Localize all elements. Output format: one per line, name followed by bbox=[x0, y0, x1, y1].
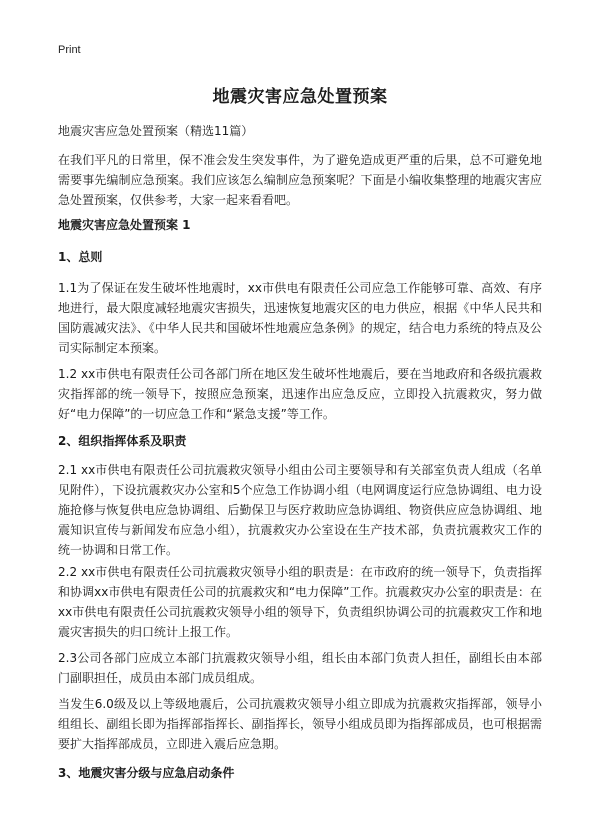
page-title: 地震灾害应急处置预案 bbox=[212, 87, 388, 107]
intro-paragraph: 在我们平凡的日常里，保不准会发生突发事件，为了避免造成更严重的后果，总不可避免地需要事先编制应急预案。我们应该怎么编制应急预案呢？下面是小编收集整理的地震灾害应急处置预案，仅供参考，大家一起来看看吧。 bbox=[58, 153, 542, 207]
paragraph-2-2: 2.2 xx市供电有限责任公司抗震救灾领导小组的职责是：在市政府的统一领导下，负责指挥和协调xx市供电有限责任公司的抗震救灾和“电力保障”工作。抗震救灾办公室的职责是：在xx市供电有限责任公司抗震救灾领导小组的领导下，负责组织协调公司的抗震救灾工作和地震灾害损失的归口统计上报工作。 bbox=[58, 565, 542, 639]
paragraph-1-2: 1.2 xx市供电有限责任公司各部门所在地区发生破坏性地震后，要在当地政府和各级抗震救灾指挥部的统一领导下，按照应急预案，迅速作出应急反应，立即投入抗震救灾，努力做好“电力保障”的一切应急工作和“紧急支援”等工作。 bbox=[58, 367, 542, 421]
document-subtitle: 地震灾害应急处置预案（精选11篇） bbox=[58, 124, 254, 138]
paragraph-2-3: 2.3公司各部门应成立本部门抗震救灾领导小组，组长由本部门负责人担任，副组长由本部门副职担任，成员由本部门成员组成。 bbox=[58, 651, 542, 685]
paragraph-2-4: 当发生6.0级及以上等级地震后，公司抗震救灾领导小组立即成为抗震救灾指挥部，领导小组组长、副组长即为指挥部指挥长、副指挥长，领导小组成员即为指挥部成员，也可根据需要扩大指挥部成员，立即进入震后应急期。 bbox=[58, 697, 542, 751]
heading-general: 1、总则 bbox=[58, 250, 103, 264]
paragraph-1-1: 1.1为了保证在发生破坏性地震时，xx市供电有限责任公司应急工作能够可靠、高效、有序地进行，最大限度减轻地震灾害损失，迅速恢复地震灾区的电力供应，根据《中华人民共和国防震减灾法》、《中华人民共和国破坏性地震应急条例》的规定，结合电力系统的特点及公司实际制定本预案。 bbox=[58, 281, 542, 355]
print-label[interactable]: Print bbox=[58, 44, 81, 56]
heading-classification: 3、地震灾害分级与应急启动条件 bbox=[58, 766, 235, 780]
paragraph-2-1: 2.1 xx市供电有限责任公司抗震救灾领导小组由公司主要领导和有关部室负责人组成（名单见附件），下设抗震救灾办公室和5个应急工作协调小组（电网调度运行应急协调组、电力设施抢修与恢复供电应急协调组、后勤保卫与医疗救助应急协调组、物资供应应急协调组、地震知识宣传与新闻发布应急小组），抗震救灾办公室设在生产技术部，负责抗震救灾工作的统一协调和日常工作。 bbox=[58, 463, 542, 557]
section-title: 地震灾害应急处置预案 1 bbox=[58, 218, 191, 232]
heading-organization: 2、组织指挥体系及职责 bbox=[58, 434, 187, 448]
